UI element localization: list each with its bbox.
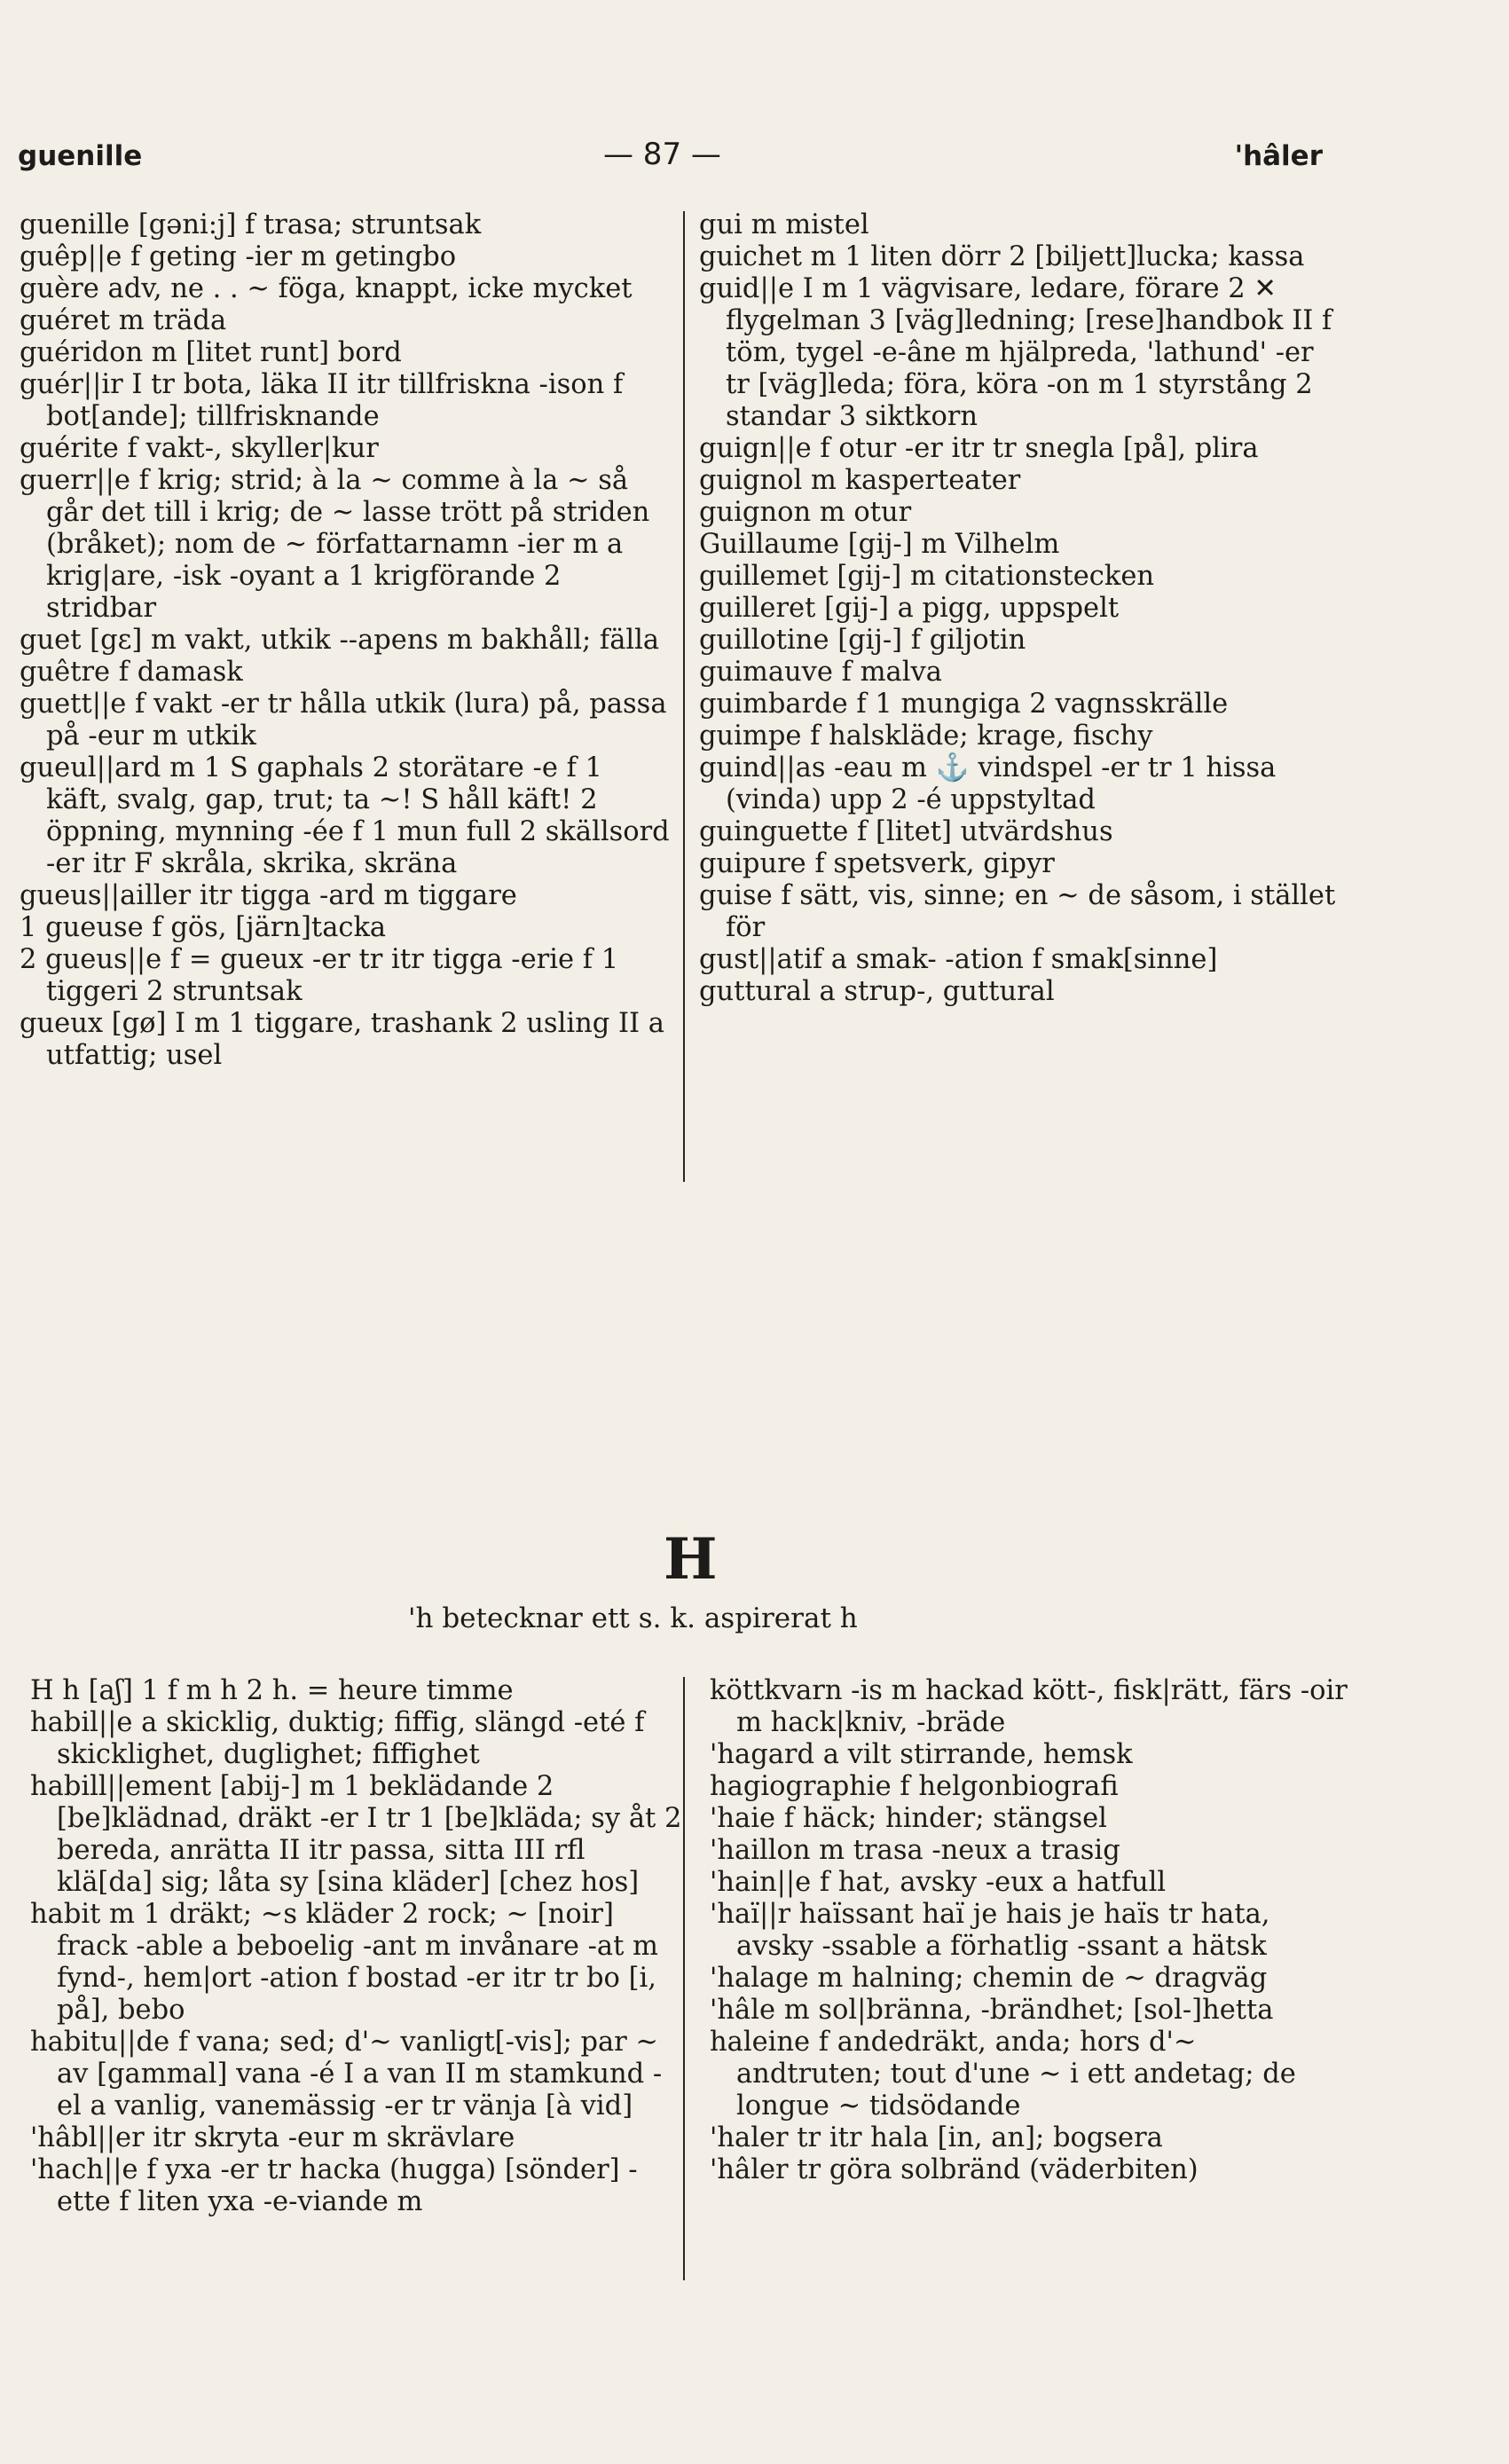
section-note: 'h betecknar ett s. k. aspirerat h bbox=[408, 1602, 858, 1634]
entry: guér||ir I tr bota, läka II itr tillfriskna -ison f bot[ande]; tillfrisknande bbox=[20, 369, 624, 432]
entry: 'haie f häck; hinder; stängsel bbox=[710, 1803, 1107, 1834]
entry: guêtre f damask bbox=[20, 657, 243, 688]
page-header bbox=[18, 133, 1323, 186]
column-1 bbox=[20, 209, 672, 1072]
entry: guttural a strup-, guttural bbox=[699, 976, 1055, 1007]
entry: habill||ement [abij-] m 1 beklädande 2 [be]klädnad, dräkt -er I tr 1 [be]kläda; sy åt 2 bereda, anrätta II itr passa, sitta III rfl klä[da] sig; låta sy [sina kläder] [chez hos] bbox=[30, 1771, 682, 1898]
entry: guéridon m [litet runt] bord bbox=[20, 337, 402, 368]
entry: 'hâler tr göra solbränd (väderbiten) bbox=[710, 2154, 1199, 2185]
entry: guimpe f halskläde; krage, fischy bbox=[699, 720, 1153, 752]
entry: gueul||ard m 1 S gaphals 2 storätare -e f 1 käft, svalg, gap, trut; ta ~! S håll käft! 2 öppning, mynning -ée f 1 mun full 2 skällsord -er itr F skråla, skrika, skräna bbox=[20, 752, 670, 879]
entry: 2 gueus||e f = gueux -er tr itr tigga -erie f 1 tiggeri 2 struntsak bbox=[20, 944, 619, 1007]
header-last-word: 'hâler bbox=[1234, 140, 1323, 172]
entry: 'hâbl||er itr skryta -eur m skrävlare bbox=[30, 2122, 515, 2153]
entry: habit m 1 dräkt; ~s kläder 2 rock; ~ [noir] frack -able a beboelig -ant m invånare -at m fynd-, hem|ort -ation f bostad -er itr tr bo [i, på], bebo bbox=[30, 1899, 658, 2026]
entry: 'haï||r haïssant haï je hais je haïs tr hata, avsky -ssable a förhatlig -ssant a hätsk bbox=[710, 1899, 1270, 1962]
entry: haleine f andedräkt, anda; hors d'~ andtruten; tout d'une ~ i ett andetag; de longue ~ tidsödande bbox=[710, 2027, 1296, 2122]
entry: guignol m kasperteater bbox=[699, 465, 1021, 496]
entry: habitu||de f vana; sed; d'~ vanligt[-vis]; par ~ av [gammal] vana -é I a van II m stamkund -el a vanlig, vanemässig -er tr vänja [à vid] bbox=[30, 2027, 663, 2122]
entry: guerr||e f krig; strid; à la ~ comme à la ~ så går det till i krig; de ~ lasse trött på striden (bråket); nom de ~ författarnamn -ier m a krig|are, -isk -oyant a 1 krigförande 2 stridbar bbox=[20, 465, 650, 624]
entry: 'hagard a vilt stirrande, hemsk bbox=[710, 1739, 1133, 1770]
entry: guid||e I m 1 vägvisare, ledare, förare 2 ✕ flygelman 3 [väg]ledning; [rese]handbok II f töm, tygel -e-âne m hjälpreda, 'lathund' -er tr [väg]leda; föra, köra -on m 1 styrstång 2 standar 3 siktkorn bbox=[699, 273, 1332, 432]
header-first-word: guenille bbox=[18, 140, 143, 172]
column-divider bbox=[683, 211, 685, 1182]
entry: guind||as -eau m ⚓ vindspel -er tr 1 hissa (vinda) upp 2 -é uppstyltad bbox=[699, 752, 1277, 815]
entry: guett||e f vakt -er tr hålla utkik (lura) på, passa på -eur m utkik bbox=[20, 689, 667, 752]
entry: guêp||e f geting -ier m getingbo bbox=[20, 241, 457, 272]
entry: gust||atif a smak- -ation f smak[sinne] bbox=[699, 944, 1218, 975]
entry: guipure f spetsverk, gipyr bbox=[699, 848, 1055, 879]
entry: habil||e a skicklig, duktig; fiffig, slängd -eté f skicklighet, duglighet; fiffighet bbox=[30, 1707, 645, 1770]
entry: guilleret [gij-] a pigg, uppspelt bbox=[699, 593, 1120, 624]
entry: guillemet [gij-] m citationstecken bbox=[699, 561, 1155, 592]
entry: H h [aʃ] 1 f m h 2 h. = heure timme bbox=[30, 1675, 514, 1706]
entry: guimbarde f 1 mungiga 2 vagnsskrälle bbox=[699, 689, 1229, 720]
section-letter: H bbox=[664, 1526, 718, 1593]
column-divider bbox=[683, 1677, 685, 2280]
entry: Guillaume [gij-] m Vilhelm bbox=[699, 529, 1060, 560]
entry: 'hach||e f yxa -er tr hacka (hugga) [sönder] -ette f liten yxa -e-viande m bbox=[30, 2154, 638, 2217]
column-2 bbox=[699, 209, 1338, 1008]
entry: köttkvarn -is m hackad kött-, fisk|rätt, färs -oir m hack|kniv, -bräde bbox=[710, 1675, 1348, 1738]
entry: guignon m otur bbox=[699, 497, 912, 528]
entry: 'hain||e f hat, avsky -eux a hatfull bbox=[710, 1867, 1167, 1898]
entry: gui m mistel bbox=[699, 209, 869, 240]
entry: 'hâle m sol|bränna, -brändhet; [sol-]hetta bbox=[710, 1995, 1274, 2026]
page-number: — 87 — bbox=[603, 137, 721, 172]
entry: guérite f vakt-, skyller|kur bbox=[20, 433, 379, 464]
entry: guise f sätt, vis, sinne; en ~ de såsom, i stället för bbox=[699, 880, 1336, 943]
column-4 bbox=[710, 1675, 1350, 2186]
entry: guillotine [gij-] f giljotin bbox=[699, 625, 1026, 656]
entry: guère adv, ne . . ~ föga, knappt, icke mycket bbox=[20, 273, 633, 304]
entry: guichet m 1 liten dörr 2 [biljett]lucka; kassa bbox=[699, 241, 1305, 272]
entry: guenille [gəni:j] f trasa; struntsak bbox=[20, 209, 482, 240]
entry: hagiographie f helgonbiografi bbox=[710, 1771, 1119, 1802]
entry: guimauve f malva bbox=[699, 657, 942, 688]
entry: guign||e f otur -er itr tr snegla [på], plira bbox=[699, 433, 1259, 464]
column-3 bbox=[30, 1675, 685, 2218]
entry: 1 gueuse f gös, [järn]tacka bbox=[20, 912, 387, 943]
entry: gueux [gø] I m 1 tiggare, trashank 2 usling II a utfattig; usel bbox=[20, 1008, 664, 1071]
entry: gueus||ailler itr tigga -ard m tiggare bbox=[20, 880, 517, 911]
entry: guinguette f [litet] utvärdshus bbox=[699, 816, 1113, 847]
entry: 'haler tr itr hala [in, an]; bogsera bbox=[710, 2122, 1163, 2153]
entry: 'haillon m trasa -neux a trasig bbox=[710, 1835, 1120, 1866]
entry: guet [gɛ] m vakt, utkik --apens m bakhåll; fälla bbox=[20, 625, 660, 656]
entry: 'halage m halning; chemin de ~ dragväg bbox=[710, 1963, 1268, 1994]
entry: guéret m träda bbox=[20, 305, 227, 336]
